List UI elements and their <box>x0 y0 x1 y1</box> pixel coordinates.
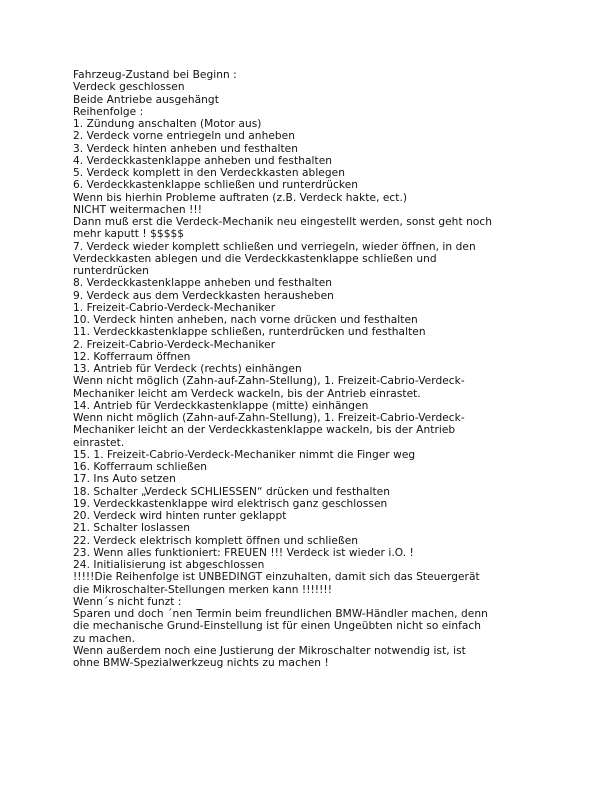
heading-initial-state: Fahrzeug-Zustand bei Beginn : <box>73 69 237 81</box>
fallback-line-2: die mechanische Grund-Einstellung ist für einen Ungeübten nicht so einfach <box>73 620 482 633</box>
order-note-line-1: !!!!!Die Reihenfolge ist UNBEDINGT einzuhalten, damit sich das Steuergerät <box>73 571 480 584</box>
document-text-block <box>73 69 553 669</box>
step-14: 14. Antrieb für Verdeckkastenklappe (mitte) einhängen <box>73 399 369 412</box>
step-14-note-line-2: Mechaniker leicht an der Verdeckkastenklappe wackeln, bis der Antrieb <box>73 424 456 437</box>
step-12: 12. Kofferraum öffnen <box>73 350 191 363</box>
heading-sequence: Reihenfolge : <box>73 105 144 118</box>
step-16: 16. Kofferraum schließen <box>73 461 208 473</box>
fallback-line-5: ohne BMW-Spezialwerkzeug nichts zu machen ! <box>73 657 329 669</box>
step-5: 5. Verdeck komplett in den Verdeckkasten ablegen <box>73 167 345 179</box>
state-roof-closed: Verdeck geschlossen <box>73 81 185 94</box>
step-8: 8. Verdeckkastenklappe anheben und festhalten <box>73 277 333 290</box>
step-17: 17. Ins Auto setzen <box>73 473 176 486</box>
fallback-line-1: Sparen und doch ´nen Termin beim freundlichen BMW-Händler machen, denn <box>73 608 488 620</box>
step-9: 9. Verdeck aus dem Verdeckkasten herausheben <box>73 289 334 302</box>
step-13-note-line-1: Wenn nicht möglich (Zahn-auf-Zahn-Stellung), 1. Freizeit-Cabrio-Verdeck- <box>73 375 465 388</box>
step-6: 6. Verdeckkastenklappe schließen und runterdrücken <box>73 179 359 192</box>
step-10: 10. Verdeck hinten anheben, nach vorne drücken und festhalten <box>73 314 418 326</box>
step-2: 2. Verdeck vorne entriegeln und anheben <box>73 130 296 143</box>
fallback-line-4: Wenn außerdem noch eine Justierung der Mikroschalter notwendig ist, ist <box>73 644 466 657</box>
step-1: 1. Zündung anschalten (Motor aus) <box>73 118 262 130</box>
fallback-line-3: zu machen. <box>73 632 136 645</box>
fallback-heading: Wenn´s nicht funzt : <box>73 595 182 608</box>
step-19: 19. Verdeckkastenklappe wird elektrisch ganz geschlossen <box>73 497 388 510</box>
step-14-note-line-1: Wenn nicht möglich (Zahn-auf-Zahn-Stellung), 1. Freizeit-Cabrio-Verdeck- <box>73 412 465 424</box>
order-note-line-2: die Mikroschalter-Stellungen merken kann !!!!!!! <box>73 583 332 596</box>
step-24: 24. Initialisierung ist abgeschlossen <box>73 559 265 571</box>
step-7-line-1: 7. Verdeck wieder komplett schließen und verriegeln, wieder öffnen, in den <box>73 240 476 253</box>
step-20: 20. Verdeck wird hinten runter geklappt <box>73 510 287 522</box>
mechanic-1-label: 1. Freizeit-Cabrio-Verdeck-Mechaniker <box>73 301 276 314</box>
step-23: 23. Wenn alles funktioniert: FREUEN !!! Verdeck ist wieder i.O. ! <box>73 546 414 559</box>
step-15: 15. 1. Freizeit-Cabrio-Verdeck-Mechaniker nimmt die Finger weg <box>73 448 416 461</box>
step-18: 18. Schalter „Verdeck SCHLIESSEN“ drücken und festhalten <box>73 485 391 498</box>
step-14-note-line-3: einrastet. <box>73 436 125 449</box>
step-7-line-2: Verdeckkasten ablegen und die Verdeckkastenklappe schließen und <box>73 252 437 265</box>
warning-line-1: Wenn bis hierhin Probleme auftraten (z.B. Verdeck hakte, ect.) <box>73 191 408 204</box>
step-13: 13. Antrieb für Verdeck (rechts) einhängen <box>73 363 302 375</box>
warning-line-2: NICHT weitermachen !!! <box>73 203 203 216</box>
warning-line-3: Dann muß erst die Verdeck-Mechanik neu eingestellt werden, sonst geht noch <box>73 216 493 228</box>
step-3: 3. Verdeck hinten anheben und festhalten <box>73 142 299 155</box>
step-4: 4. Verdeckkastenklappe anheben und festhalten <box>73 154 333 167</box>
step-11: 11. Verdeckkastenklappe schließen, runterdrücken und festhalten <box>73 326 426 339</box>
step-21: 21. Schalter loslassen <box>73 522 191 535</box>
step-13-note-line-2: Mechaniker leicht am Verdeck wackeln, bis der Antrieb einrastet. <box>73 387 421 400</box>
step-22: 22. Verdeck elektrisch komplett öffnen und schließen <box>73 534 359 547</box>
step-7-line-3: runterdrücken <box>73 265 149 277</box>
warning-line-4: mehr kaputt ! $$$$$ <box>73 228 185 241</box>
mechanic-2-label: 2. Freizeit-Cabrio-Verdeck-Mechaniker <box>73 338 276 351</box>
state-drives-detached: Beide Antriebe ausgehängt <box>73 93 219 106</box>
